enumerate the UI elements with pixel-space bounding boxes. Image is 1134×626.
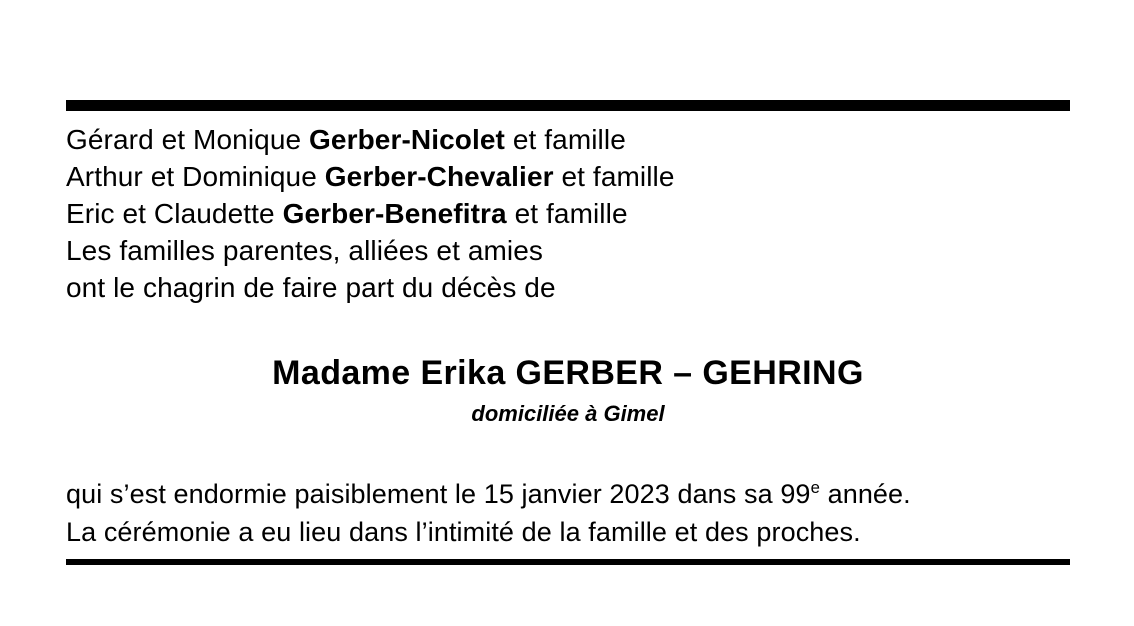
family-line [66, 158, 1070, 195]
death-notice [66, 100, 1070, 565]
family-line-prefix: Gérard et Monique [66, 124, 310, 155]
family-announcement-block [66, 111, 1070, 306]
family-line-suffix: et famille [553, 161, 675, 192]
bottom-rule-divider [66, 559, 1070, 565]
closing-line-text: La cérémonie a eu lieu dans l’intimité de la famille et des proches. [66, 517, 861, 547]
family-line-surname: Gerber-Benefitra [282, 198, 507, 229]
family-line [66, 121, 1070, 158]
family-line-surname: Gerber-Chevalier [324, 161, 554, 192]
top-rule-divider [66, 100, 1070, 111]
family-line [66, 195, 1070, 232]
announcement-lead-line [66, 269, 1070, 306]
deceased-domicile: domiciliée à Gimel [471, 401, 665, 426]
closing-line [66, 475, 1070, 513]
closing-line-text: qui s’est endormie paisiblement le 15 janvier 2023 dans sa 99 [66, 479, 811, 509]
closing-block [66, 475, 1070, 551]
family-line-prefix: Arthur et Dominique [66, 161, 325, 192]
family-line-prefix: Eric et Claudette [66, 198, 283, 229]
family-line-prefix: Les familles parentes, alliées et amies [66, 235, 544, 266]
deceased-name: Madame Erika GERBER – GEHRING [272, 354, 864, 392]
family-line-surname: Gerber-Nicolet [309, 124, 505, 155]
family-line [66, 232, 1070, 269]
family-line-suffix: et famille [504, 124, 626, 155]
closing-line-text-end: année. [819, 479, 911, 509]
announcement-lead-text: ont le chagrin de faire part du décès de [66, 272, 556, 303]
family-line-suffix: et famille [506, 198, 628, 229]
closing-line [66, 513, 1070, 551]
ordinal-suffix: e [810, 478, 820, 497]
